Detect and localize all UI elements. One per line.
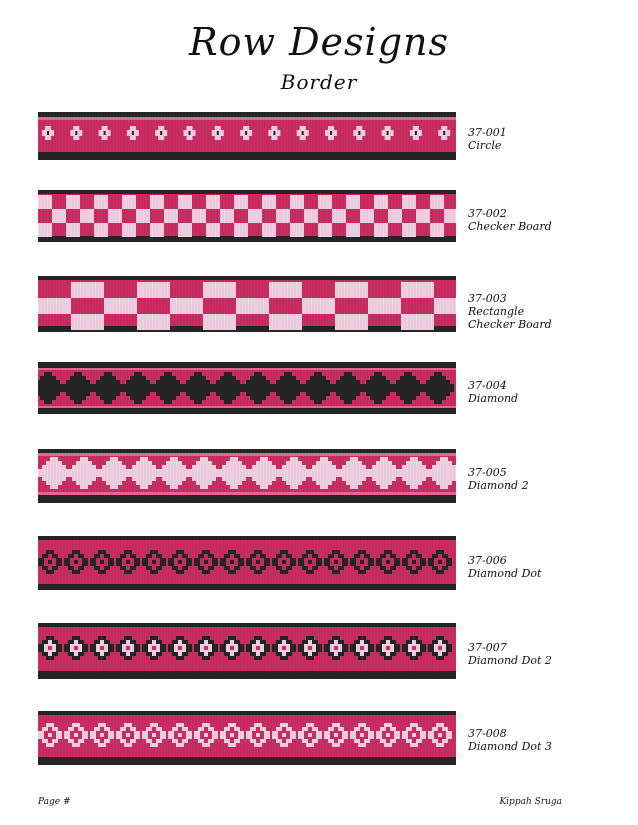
diamond-motif — [220, 376, 236, 380]
diamond-motif — [346, 481, 362, 485]
design-label-37-001 — [468, 126, 507, 152]
diamond-motif — [202, 570, 210, 574]
diamond-motif — [98, 743, 106, 747]
diamond-motif — [436, 636, 444, 640]
diamond-motif — [44, 400, 52, 404]
diamond-motif — [226, 481, 242, 485]
diamond-motif — [410, 656, 418, 660]
design-name: Diamond Dot 3 — [468, 740, 552, 753]
design-code: 37-002 — [468, 207, 507, 220]
diamond-motif — [260, 457, 268, 461]
diamond-motif — [358, 550, 366, 554]
diamond-motif — [164, 372, 172, 376]
diamond-motif — [256, 461, 272, 465]
diamond-motif — [124, 570, 132, 574]
diamond-motif — [110, 457, 118, 461]
diamond-motif — [200, 457, 208, 461]
diamond-motif — [284, 372, 292, 376]
diamond-motif — [436, 723, 444, 727]
band-37-006 — [38, 536, 456, 590]
diamond-motif — [374, 372, 382, 376]
diamond-motif — [164, 400, 172, 404]
diamond-motif — [284, 400, 292, 404]
diamond-motif — [380, 485, 388, 489]
diamond-motif — [358, 656, 366, 660]
diamond-motif — [166, 461, 182, 465]
diamond-motif — [106, 461, 122, 465]
diamond-motif — [430, 376, 446, 380]
diamond-motif — [440, 485, 448, 489]
diamond-motif — [124, 636, 132, 640]
diamond-motif — [46, 481, 62, 485]
diamond-motif — [74, 400, 82, 404]
diamond-motif — [220, 396, 236, 400]
design-label-37-006 — [468, 554, 541, 580]
diamond-motif — [98, 570, 106, 574]
diamond-motif — [136, 481, 152, 485]
band-37-004 — [38, 362, 456, 414]
diamond-motif — [280, 636, 288, 640]
diamond-motif — [332, 570, 340, 574]
diamond-motif — [410, 485, 418, 489]
diamond-motif — [80, 457, 88, 461]
diamond-motif — [230, 485, 238, 489]
diamond-motif — [256, 481, 272, 485]
diamond-motif — [404, 372, 412, 376]
diamond-motif — [400, 376, 416, 380]
diamond-motif — [374, 400, 382, 404]
diamond-motif — [254, 550, 262, 554]
diamond-motif — [202, 550, 210, 554]
diamond-motif — [76, 461, 92, 465]
design-code: 37-008 — [468, 727, 507, 740]
diamond-motif — [124, 656, 132, 660]
diamond-motif — [98, 636, 106, 640]
diamond-motif — [40, 396, 56, 400]
diamond-motif — [98, 550, 106, 554]
diamond-motif — [70, 396, 86, 400]
diamond-motif — [98, 723, 106, 727]
design-code: 37-005 — [468, 466, 507, 479]
diamond-motif — [310, 376, 326, 380]
diamond-motif — [404, 400, 412, 404]
diamond-motif — [160, 376, 176, 380]
diamond-motif — [46, 461, 62, 465]
diamond-motif — [124, 743, 132, 747]
design-name-line-1: Rectangle — [468, 305, 525, 318]
diamond-motif — [320, 485, 328, 489]
diamond-motif — [130, 376, 146, 380]
design-code: 37-007 — [468, 641, 507, 654]
diamond-motif — [332, 743, 340, 747]
diamond-motif — [286, 461, 302, 465]
diamond-motif — [226, 461, 242, 465]
diamond-motif — [280, 723, 288, 727]
diamond-motif — [254, 723, 262, 727]
diamond-motif — [38, 384, 64, 388]
diamond-motif — [406, 461, 422, 465]
diamond-motif — [332, 636, 340, 640]
diamond-motif — [190, 396, 206, 400]
diamond-motif — [376, 461, 392, 465]
band-37-002 — [38, 190, 456, 242]
diamond-motif — [280, 570, 288, 574]
diamond-motif — [310, 396, 326, 400]
diamond-motif — [344, 372, 352, 376]
diamond-motif — [380, 457, 388, 461]
diamond-motif — [104, 400, 112, 404]
diamond-motif — [170, 485, 178, 489]
diamond-motif — [370, 376, 386, 380]
diamond-motif — [376, 481, 392, 485]
diamond-motif — [410, 550, 418, 554]
diamond-motif — [406, 481, 422, 485]
diamond-motif — [332, 723, 340, 727]
diamond-motif — [250, 376, 266, 380]
diamond-motif — [46, 550, 54, 554]
diamond-motif — [176, 550, 184, 554]
diamond-motif — [176, 636, 184, 640]
diamond-motif — [254, 636, 262, 640]
diamond-motif — [254, 372, 262, 376]
diamond-motif — [280, 656, 288, 660]
diamond-motif — [160, 396, 176, 400]
diamond-motif — [434, 400, 442, 404]
design-label-37-007 — [468, 641, 552, 667]
band-37-001 — [38, 112, 456, 160]
diamond-motif — [350, 485, 358, 489]
band-37-008 — [38, 711, 456, 765]
diamond-motif — [436, 656, 444, 660]
diamond-motif — [202, 723, 210, 727]
diamond-motif — [358, 723, 366, 727]
page-title: Row Designs — [188, 20, 449, 64]
diamond-motif — [280, 550, 288, 554]
diamond-motif — [358, 570, 366, 574]
diamond-motif — [74, 372, 82, 376]
design-code: 37-004 — [468, 379, 507, 392]
diamond-motif — [346, 461, 362, 465]
diamond-motif — [410, 570, 418, 574]
diamond-motif — [340, 396, 356, 400]
design-name-line-2: Checker Board — [468, 318, 552, 331]
diamond-motif — [202, 656, 210, 660]
diamond-motif — [280, 396, 296, 400]
design-name: Diamond Dot 2 — [468, 654, 552, 667]
diamond-motif — [340, 376, 356, 380]
diamond-motif — [104, 372, 112, 376]
diamond-motif — [230, 457, 238, 461]
diamond-motif — [98, 656, 106, 660]
diamond-motif — [370, 396, 386, 400]
diamond-motif — [224, 372, 232, 376]
diamond-motif — [320, 457, 328, 461]
design-code: 37-001 — [468, 126, 507, 139]
diamond-motif — [202, 636, 210, 640]
diamond-motif — [176, 743, 184, 747]
design-code: 37-006 — [468, 554, 507, 567]
diamond-motif — [332, 550, 340, 554]
diamond-motif — [254, 743, 262, 747]
design-name: Checker Board — [468, 220, 552, 233]
band-37-003 — [38, 276, 456, 332]
diamond-motif — [436, 481, 452, 485]
diamond-motif — [410, 723, 418, 727]
diamond-motif — [166, 481, 182, 485]
diamond-motif — [70, 376, 86, 380]
design-label-37-002 — [468, 207, 552, 233]
diamond-motif — [436, 550, 444, 554]
diamond-motif — [286, 481, 302, 485]
diamond-motif — [350, 457, 358, 461]
diamond-motif — [176, 656, 184, 660]
diamond-motif — [76, 481, 92, 485]
diamond-motif — [50, 457, 58, 461]
diamond-motif — [314, 400, 322, 404]
page-subtitle: Border — [280, 70, 358, 94]
band-37-005 — [38, 449, 456, 503]
diamond-motif — [316, 461, 332, 465]
design-label-37-003 — [468, 292, 552, 331]
diamond-motif — [290, 485, 298, 489]
diamond-motif — [100, 376, 116, 380]
diamond-motif — [436, 461, 452, 465]
diamond-motif — [46, 656, 54, 660]
diamond-motif — [202, 743, 210, 747]
diamond-motif — [196, 461, 212, 465]
design-name: Circle — [468, 139, 502, 152]
diamond-motif — [250, 396, 266, 400]
diamond-motif — [50, 485, 58, 489]
diamond-motif — [436, 570, 444, 574]
diamond-motif — [194, 372, 202, 376]
diamond-motif — [410, 636, 418, 640]
diamond-motif — [400, 396, 416, 400]
diamond-motif — [136, 461, 152, 465]
diamond-motif — [134, 400, 142, 404]
diamond-motif — [194, 400, 202, 404]
circle-dot — [104, 131, 106, 135]
diamond-motif — [332, 656, 340, 660]
diamond-motif — [200, 485, 208, 489]
diamond-motif — [314, 372, 322, 376]
diamond-motif — [254, 570, 262, 574]
diamond-motif — [410, 743, 418, 747]
design-name: Diamond 2 — [468, 479, 529, 492]
diamond-motif — [176, 723, 184, 727]
diamond-motif — [440, 457, 448, 461]
diamond-motif — [106, 481, 122, 485]
diamond-motif — [430, 396, 446, 400]
circle-dot — [358, 131, 360, 135]
design-label-37-005 — [468, 466, 529, 492]
diamond-motif — [290, 457, 298, 461]
design-label-37-004 — [468, 379, 518, 405]
diamond-motif — [40, 376, 56, 380]
diamond-motif — [254, 656, 262, 660]
diamond-motif — [130, 396, 146, 400]
diamond-motif — [434, 372, 442, 376]
diamond-motif — [316, 481, 332, 485]
diamond-motif — [80, 485, 88, 489]
diamond-motif — [190, 376, 206, 380]
design-name: Diamond Dot — [468, 567, 542, 580]
diamond-motif — [46, 723, 54, 727]
diamond-motif — [344, 400, 352, 404]
diamond-motif — [436, 743, 444, 747]
diamond-motif — [196, 481, 212, 485]
diamond-motif — [280, 376, 296, 380]
diamond-motif — [124, 723, 132, 727]
diamond-motif — [38, 388, 64, 392]
band-37-007 — [38, 623, 456, 679]
page-number: Page # — [38, 797, 71, 807]
diamond-motif — [134, 372, 142, 376]
diamond-motif — [358, 636, 366, 640]
diamond-motif — [410, 457, 418, 461]
diamond-motif — [140, 457, 148, 461]
diamond-motif — [170, 457, 178, 461]
design-code: 37-003 — [468, 292, 507, 305]
design-label-37-008 — [468, 727, 552, 753]
diamond-motif — [176, 570, 184, 574]
diamond-motif — [280, 743, 288, 747]
diamond-motif — [46, 743, 54, 747]
circle-dot — [302, 131, 304, 135]
design-name: Diamond — [468, 392, 519, 405]
diamond-motif — [46, 636, 54, 640]
diamond-motif — [254, 400, 262, 404]
diamond-motif — [124, 550, 132, 554]
diamond-motif — [260, 485, 268, 489]
footer-credit: Kippah Sruga — [499, 797, 562, 807]
diamond-motif — [100, 396, 116, 400]
diamond-motif — [46, 570, 54, 574]
diamond-motif — [140, 485, 148, 489]
diamond-motif — [224, 400, 232, 404]
diamond-motif — [44, 372, 52, 376]
diamond-motif — [110, 485, 118, 489]
diamond-motif — [358, 743, 366, 747]
